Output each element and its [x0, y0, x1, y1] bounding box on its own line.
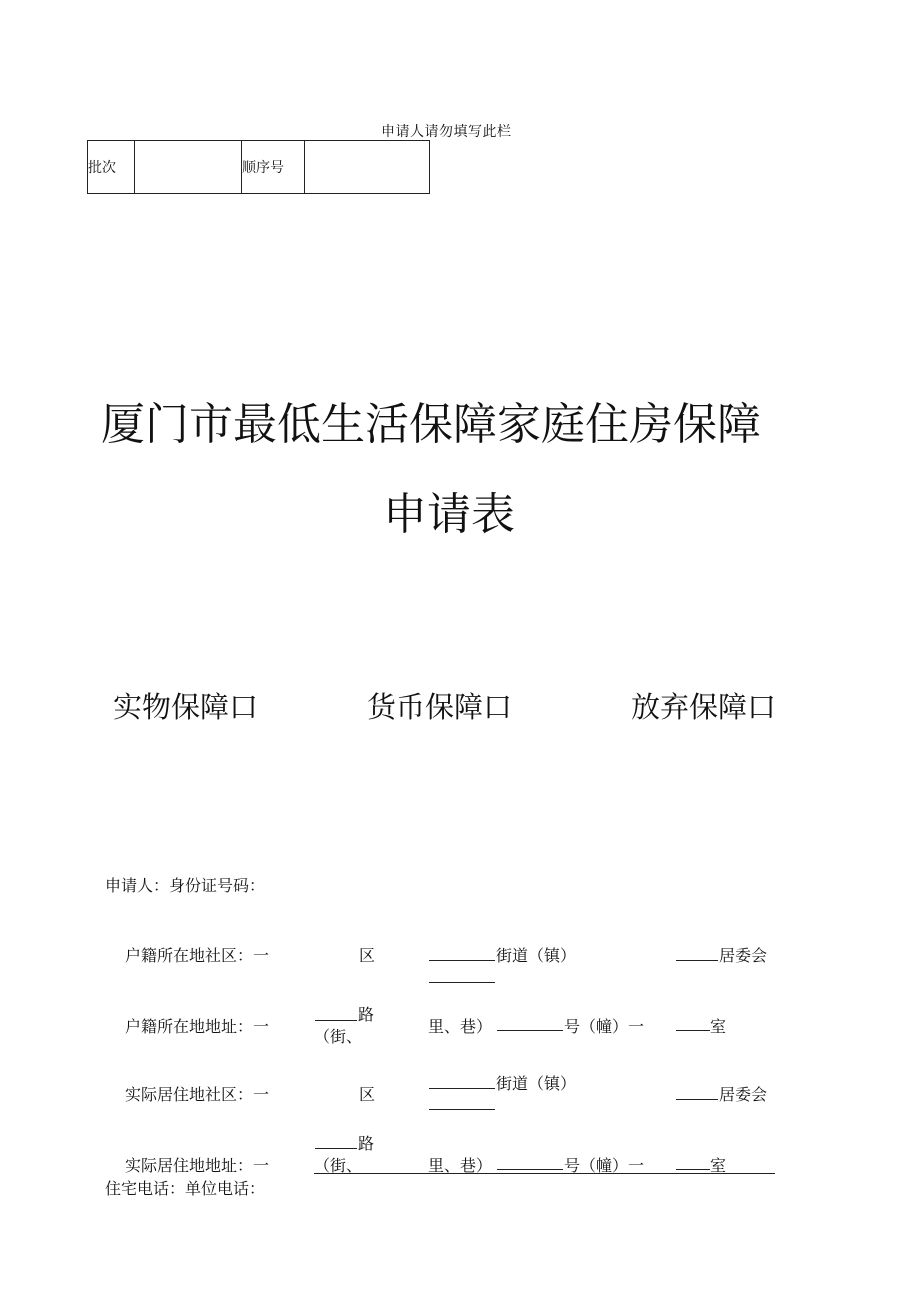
- actual-committee-blank[interactable]: [676, 1099, 718, 1100]
- hukou-number-text: 号（幢）一: [564, 1017, 645, 1036]
- hukou-road-blank[interactable]: [315, 1020, 357, 1021]
- option-waive-label: 放弃保障: [631, 690, 748, 724]
- applicant-id-label: 申请人：身份证号码：: [105, 876, 266, 895]
- hukou-jie-text: （街、: [314, 1027, 363, 1046]
- actual-road-text: 路: [358, 1134, 375, 1153]
- option-waive[interactable]: [631, 685, 776, 726]
- hukou-district-text: 区: [359, 946, 376, 965]
- hukou-community-label: 户籍所在地社区：一: [125, 946, 270, 965]
- actual-committee-text: 居委会: [719, 1085, 768, 1104]
- actual-street-text: 街道（镇）: [496, 1074, 577, 1093]
- option-monetary-label: 货币保障: [367, 690, 484, 724]
- hukou-room-blank[interactable]: [676, 1030, 710, 1031]
- hukou-committee-blank[interactable]: [676, 960, 718, 961]
- hukou-street-blank-2[interactable]: [429, 982, 495, 983]
- actual-address-label: 实际居住地地址：一: [125, 1156, 270, 1175]
- actual-lixiang-text: 里、巷）: [428, 1156, 493, 1175]
- actual-street-blank-2[interactable]: [429, 1109, 495, 1110]
- actual-room-blank[interactable]: [676, 1169, 710, 1170]
- batch-field[interactable]: [135, 141, 242, 194]
- option-physical[interactable]: [113, 685, 258, 726]
- page-title-line2: 申请表: [383, 489, 515, 540]
- hukou-address-label: 户籍所在地地址：一: [125, 1017, 270, 1036]
- actual-room-text: 室: [710, 1156, 727, 1175]
- option-waive-checkbox[interactable]: 口: [747, 690, 777, 724]
- batch-label: 批次: [88, 141, 135, 194]
- actual-jie-text: （街、: [314, 1156, 363, 1175]
- hukou-street-text: 街道（镇）: [496, 946, 577, 965]
- actual-district-text: 区: [359, 1085, 376, 1104]
- hukou-number-blank[interactable]: [497, 1030, 563, 1031]
- batch-table: [87, 140, 430, 194]
- section-divider: [314, 1173, 775, 1174]
- option-physical-label: 实物保障: [113, 690, 230, 724]
- seq-label: 顺序号: [242, 141, 305, 194]
- option-monetary-checkbox[interactable]: 口: [483, 690, 513, 724]
- actual-number-text: 号（幢）一: [564, 1156, 645, 1175]
- actual-number-blank[interactable]: [497, 1169, 563, 1170]
- phone-label: 住宅电话：单位电话：: [105, 1179, 266, 1198]
- option-physical-checkbox[interactable]: 口: [229, 690, 259, 724]
- page-title: 厦门市最低生活保障家庭住房保障: [101, 399, 761, 450]
- seq-field[interactable]: [305, 141, 430, 194]
- hukou-road-text: 路: [358, 1005, 375, 1024]
- actual-community-label: 实际居住地社区：一: [125, 1085, 270, 1104]
- hukou-committee-text: 居委会: [719, 946, 768, 965]
- office-use-note: 申请人请勿填写此栏: [381, 124, 512, 140]
- actual-road-blank[interactable]: [315, 1148, 357, 1149]
- hukou-room-text: 室: [710, 1017, 727, 1036]
- actual-street-blank[interactable]: [429, 1088, 495, 1089]
- option-monetary[interactable]: [367, 685, 512, 726]
- hukou-lixiang-text: 里、巷）: [428, 1017, 493, 1036]
- hukou-street-blank[interactable]: [429, 960, 495, 961]
